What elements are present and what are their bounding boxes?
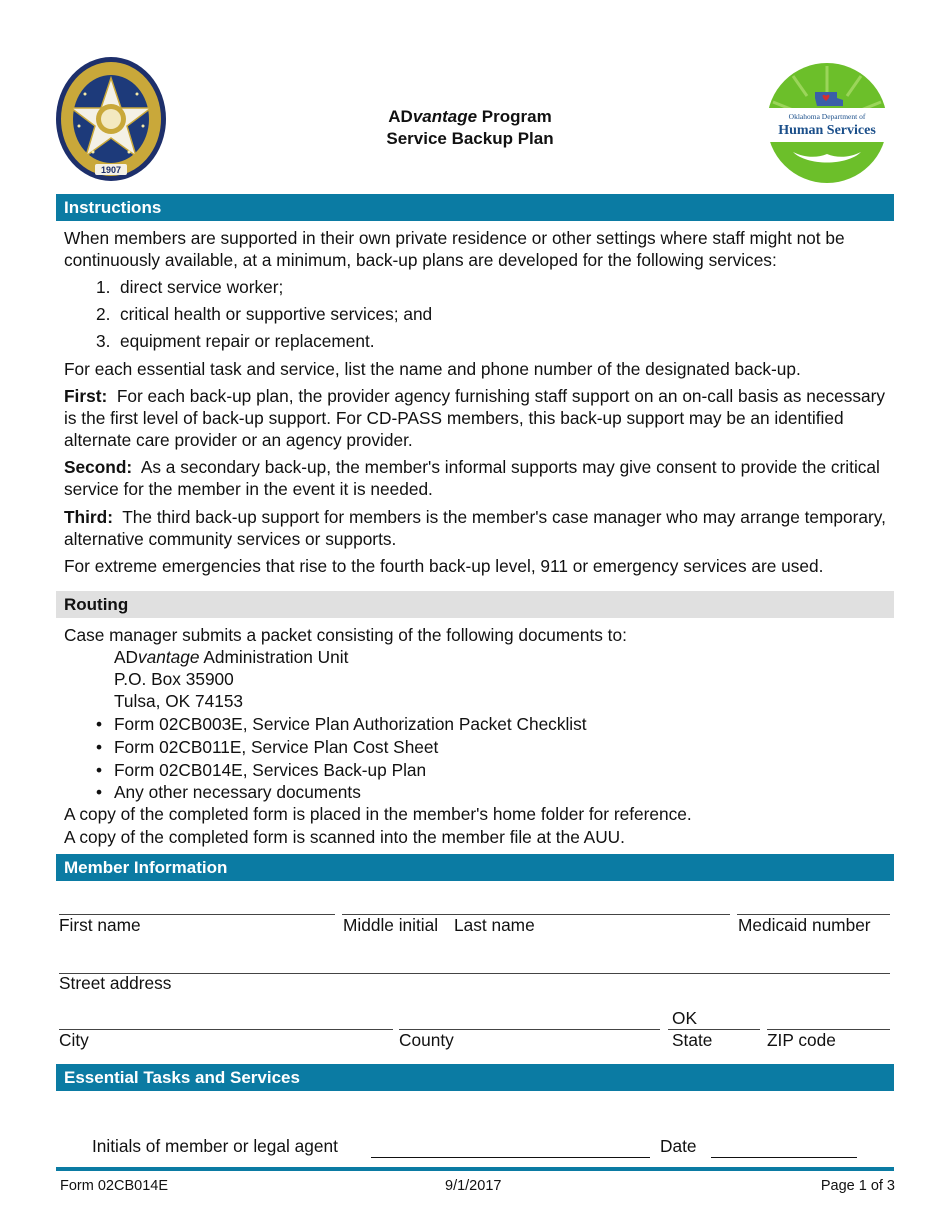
document-list-item: • Form 02CB011E, Service Plan Cost Sheet bbox=[96, 736, 438, 758]
first-text: For each back-up plan, the provider agency furnishing staff support on an on-call basis as necessary is the first level of back-up support. For CD-PASS members, this back-up support may be an identified alternate care provider or an agency provider. bbox=[64, 386, 885, 450]
copy-member-file: A copy of the completed form is scanned into the member file at the AUU. bbox=[64, 827, 625, 847]
instructions-heading: Instructions bbox=[56, 194, 894, 221]
designated-backup-text: For each essential task and service, list the name and phone number of the designated back-up. bbox=[64, 359, 801, 379]
list-item: critical health or supportive services; and bbox=[120, 304, 433, 324]
footer-divider bbox=[56, 1167, 894, 1171]
member-info-heading: Member Information bbox=[56, 854, 894, 881]
copy-home-folder: A copy of the completed form is placed in the member's home folder for reference. bbox=[64, 804, 692, 824]
dhs-line2: Human Services bbox=[778, 123, 876, 138]
third-text: The third back-up support for members is the member's case manager who may arrange temporary, alternative community services or supports. bbox=[64, 507, 886, 549]
first-name-label: First name bbox=[59, 915, 141, 935]
first-level-paragraph bbox=[64, 385, 890, 451]
list-item-number: 3. bbox=[96, 331, 111, 351]
footer-page-number: Page 1 of 3 bbox=[820, 1178, 895, 1194]
date-field[interactable] bbox=[711, 1157, 857, 1158]
dhs-logo bbox=[763, 62, 891, 184]
middle-initial-label: Middle initial bbox=[343, 915, 439, 935]
routing-address-unit: ADvantage Administration Unit bbox=[114, 647, 349, 667]
document-list-item: • Any other necessary documents bbox=[96, 781, 361, 803]
routing-city: Tulsa, OK 74153 bbox=[114, 691, 244, 711]
street-address-field[interactable] bbox=[59, 973, 890, 974]
second-label: Second: bbox=[64, 457, 133, 477]
initials-label: Initials of member or legal agent bbox=[92, 1136, 338, 1156]
essential-tasks-heading: Essential Tasks and Services bbox=[56, 1064, 894, 1091]
footer-date: 9/1/2017 bbox=[445, 1178, 502, 1194]
instructions-intro: When members are supported in their own private residence or other settings where staff might not be continuously available, at a minimum, back-up plans are developed for the following services: bbox=[64, 228, 845, 270]
dhs-line1: Oklahoma Department of bbox=[788, 112, 866, 121]
document-list-item: • Form 02CB014E, Services Back-up Plan bbox=[96, 759, 426, 781]
list-item-number: 1. bbox=[96, 277, 111, 297]
last-name-label: Last name bbox=[454, 915, 535, 935]
list-item: equipment repair or replacement. bbox=[120, 331, 375, 351]
title-suffix: Program bbox=[477, 107, 552, 126]
county-label: County bbox=[399, 1030, 454, 1050]
title-italic: vantage bbox=[412, 107, 478, 126]
routing-heading: Routing bbox=[56, 591, 894, 618]
city-field[interactable] bbox=[59, 1029, 393, 1030]
city-label: City bbox=[59, 1030, 89, 1050]
first-label: First: bbox=[64, 386, 108, 406]
third-level-paragraph bbox=[64, 506, 890, 550]
document-list-item: • Form 02CB003E, Service Plan Authorization Packet Checklist bbox=[96, 713, 587, 735]
seal-year: 1907 bbox=[100, 165, 122, 175]
oklahoma-state-seal bbox=[55, 56, 167, 182]
second-level-paragraph bbox=[64, 456, 890, 500]
zip-code-label: ZIP code bbox=[767, 1030, 836, 1050]
footer-form-number: Form 02CB014E bbox=[60, 1178, 168, 1194]
page-title bbox=[300, 106, 640, 150]
routing-intro: Case manager submits a packet consisting of the following documents to: bbox=[64, 625, 627, 645]
page-subtitle: Service Backup Plan bbox=[386, 129, 554, 148]
list-item: direct service worker; bbox=[120, 277, 284, 297]
third-label: Third: bbox=[64, 507, 113, 527]
list-item-number: 2. bbox=[96, 304, 111, 324]
extreme-emergency-text: For extreme emergencies that rise to the fourth back-up level, 911 or emergency services are used. bbox=[64, 556, 824, 576]
medicaid-number-label: Medicaid number bbox=[738, 915, 871, 935]
date-label: Date bbox=[660, 1136, 697, 1156]
title-prefix: AD bbox=[388, 107, 413, 126]
street-address-label: Street address bbox=[59, 973, 172, 993]
routing-po-box: P.O. Box 35900 bbox=[114, 669, 234, 689]
state-label: State bbox=[672, 1030, 713, 1050]
state-value: OK bbox=[672, 1008, 697, 1028]
initials-field[interactable] bbox=[371, 1157, 650, 1158]
second-text: As a secondary back-up, the member's informal supports may give consent to provide the critical service for the member in the event it is needed. bbox=[64, 457, 880, 499]
